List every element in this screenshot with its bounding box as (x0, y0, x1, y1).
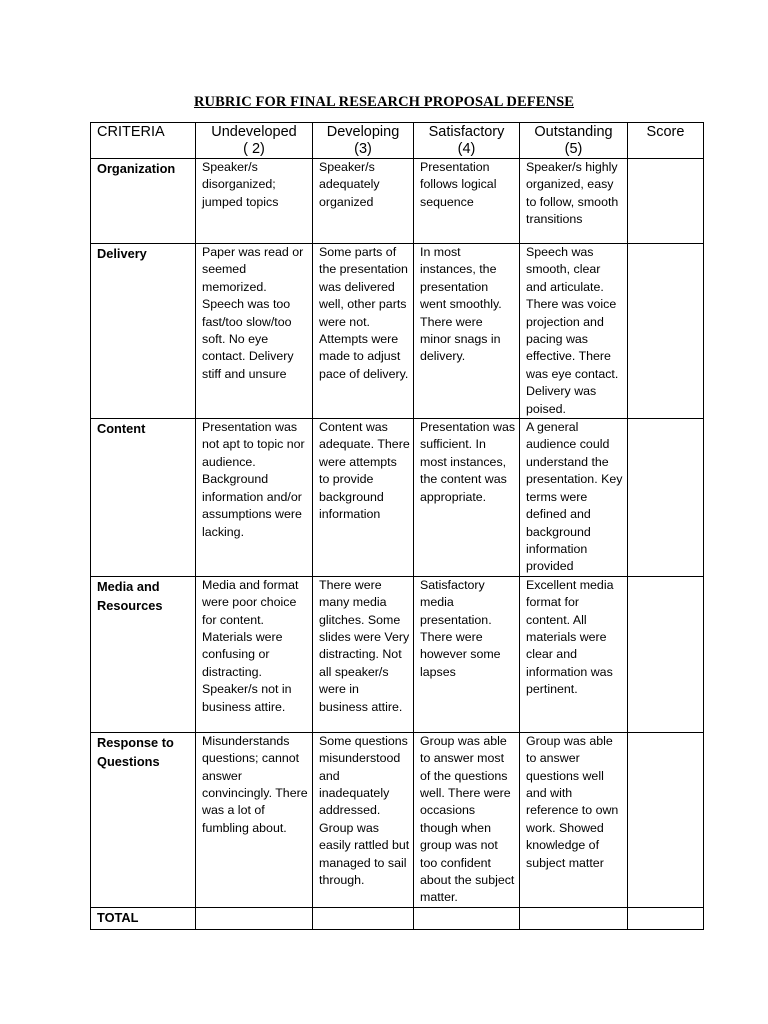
cell-outstanding: A general audience could understand the presentation. Key terms were defined and background information provided (520, 419, 628, 577)
page-title: RUBRIC FOR FINAL RESEARCH PROPOSAL DEFENSE (193, 94, 575, 110)
cell-satisfactory: Satisfactory media presentation. There were however some lapses (414, 576, 520, 732)
cell-satisfactory: In most instances, the presentation went smoothly. There were minor snags in delivery. (414, 244, 520, 419)
header-criteria: CRITERIA (91, 123, 196, 159)
cell-score (628, 244, 704, 419)
cell-score (628, 576, 704, 732)
row-criterion-delivery: Delivery (91, 244, 196, 419)
header-developing-points: (3) (354, 141, 372, 157)
cell-developing: Content was adequate. There were attempts to provide background information (313, 419, 414, 577)
cell-score (628, 732, 704, 907)
cell-total-score (628, 907, 704, 929)
table-row (91, 159, 704, 244)
header-row (91, 123, 704, 159)
cell-outstanding: Speech was smooth, clear and articulate. There was voice projection and pacing was effective. There was eye contact. Delivery was poised. (520, 244, 628, 419)
header-undeveloped: Undeveloped ( 2) (196, 123, 313, 159)
row-criterion-content: Content (91, 419, 196, 577)
header-score: Score (628, 123, 704, 159)
cell-total-undeveloped (196, 907, 313, 929)
cell-undeveloped: Presentation was not apt to topic nor audience. Background information and/or assumptions were lacking. (196, 419, 313, 577)
cell-total-developing (313, 907, 414, 929)
row-criterion-response: Response to Questions (91, 732, 196, 907)
header-developing: Developing (3) (313, 123, 414, 159)
header-satisfactory-points: (4) (457, 141, 476, 157)
header-outstanding-points: (5) (564, 141, 583, 157)
table-row (91, 576, 704, 732)
cell-score (628, 419, 704, 577)
cell-satisfactory: Presentation was sufficient. In most instances, the content was appropriate. (414, 419, 520, 577)
cell-score (628, 159, 704, 244)
header-outstanding: Outstanding (5) (520, 123, 628, 159)
cell-satisfactory: Group was able to answer most of the questions well. There were occasions though when group was not too confident about the subject matter. (414, 732, 520, 907)
cell-total-outstanding (520, 907, 628, 929)
row-criterion-media: Media and Resources (91, 576, 196, 732)
row-criterion-total: TOTAL (91, 907, 196, 929)
table-row (91, 244, 704, 419)
cell-satisfactory: Presentation follows logical sequence (414, 159, 520, 244)
cell-developing: Some parts of the presentation was delivered well, other parts were not. Attempts were made to adjust pace of delivery. (313, 244, 414, 419)
cell-outstanding: Group was able to answer questions well and with reference to own work. Showed knowledge of subject matter (520, 732, 628, 907)
table-row (91, 732, 704, 907)
table-row (91, 419, 704, 577)
row-criterion-organization: Organization (91, 159, 196, 244)
cell-undeveloped: Media and format were poor choice for content. Materials were confusing or distracting. Speaker/s not in business attire. (196, 576, 313, 732)
total-row (91, 907, 704, 929)
cell-developing: Some questions misunderstood and inadequately addressed. Group was easily rattled but managed to sail through. (313, 732, 414, 907)
rubric-table (90, 122, 704, 930)
cell-outstanding: Speaker/s highly organized, easy to follow, smooth transitions (520, 159, 628, 244)
header-satisfactory: Satisfactory (4) (414, 123, 520, 159)
cell-outstanding: Excellent media format for content. All materials were clear and information was pertinent. (520, 576, 628, 732)
header-undeveloped-points: ( 2) (243, 141, 265, 157)
cell-undeveloped: Misunderstands questions; cannot answer convincingly. There was a lot of fumbling about. (196, 732, 313, 907)
cell-developing: Speaker/s adequately organized (313, 159, 414, 244)
cell-developing: There were many media glitches. Some slides were Very distracting. Not all speaker/s were in business attire. (313, 576, 414, 732)
cell-undeveloped: Paper was read or seemed memorized. Speech was too fast/too slow/too soft. No eye contact. Delivery stiff and unsure (196, 244, 313, 419)
cell-undeveloped: Speaker/s disorganized; jumped topics (196, 159, 313, 244)
cell-total-satisfactory (414, 907, 520, 929)
